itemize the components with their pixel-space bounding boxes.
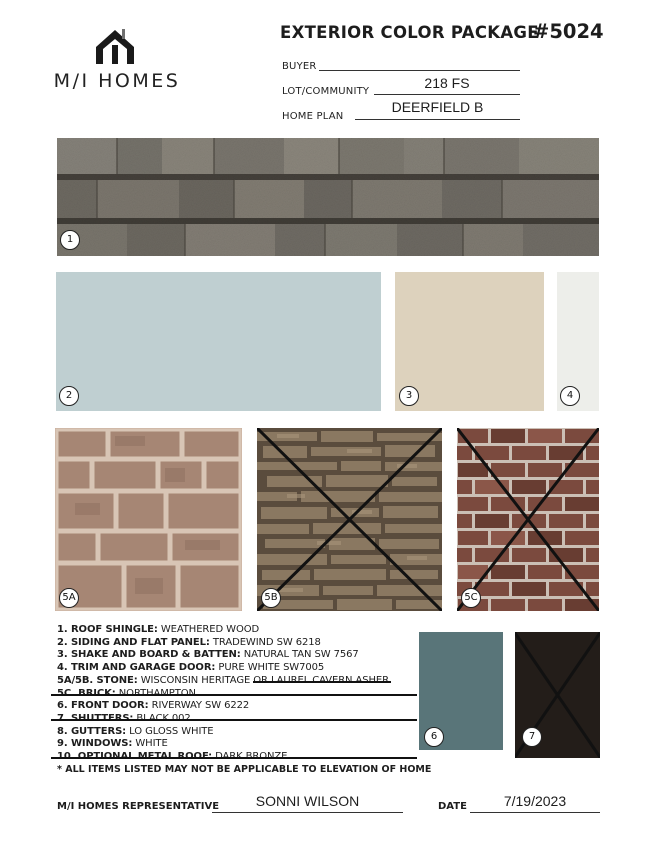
crossed-out-mark — [257, 428, 442, 611]
representative-label: M/I HOMES REPRESENTATIVE — [57, 801, 220, 812]
swatch-number-badge: 5A — [59, 588, 79, 608]
legend-item: 3. SHAKE AND BOARD & BATTEN: NATURAL TAN SW 7567 — [57, 649, 359, 661]
swatch-number-badge: 3 — [399, 386, 419, 406]
representative-line — [212, 812, 403, 813]
legend-item-struck: 10. OPTIONAL METAL ROOF: DARK BRONZE — [57, 751, 417, 764]
legend-item: 4. TRIM AND GARAGE DOOR: PURE WHITE SW7005 — [57, 662, 325, 674]
color-legend-list — [57, 624, 417, 764]
swatch-number-badge: 5B — [261, 588, 281, 608]
shake-color-swatch — [395, 272, 544, 411]
brick-5c-swatch — [457, 428, 599, 611]
package-number: #5024 — [533, 20, 604, 43]
disclaimer-text: * ALL ITEMS LISTED MAY NOT BE APPLICABLE TO ELEVATION OF HOME — [57, 764, 432, 775]
lot-community-line — [374, 94, 520, 95]
stone-5a-swatch — [55, 428, 242, 611]
buyer-label: BUYER — [282, 61, 317, 72]
home-plan-label: HOME PLAN — [282, 111, 344, 122]
legend-item: 8. GUTTERS: LO GLOSS WHITE — [57, 725, 214, 737]
legend-item: 2. SIDING AND FLAT PANEL: TRADEWIND SW 6218 — [57, 636, 321, 648]
swatch-number-badge: 6 — [424, 727, 444, 747]
legend-item: 9. WINDOWS: WHITE — [57, 738, 168, 750]
company-logo-text: M/I HOMES — [53, 70, 181, 92]
front-door-color-swatch — [419, 632, 503, 750]
swatch-number-badge: 4 — [560, 386, 580, 406]
crossed-out-mark — [457, 428, 599, 611]
date-label: DATE — [438, 801, 467, 812]
shutters-color-swatch — [515, 632, 600, 758]
legend-item-struck: 5C. BRICK: NORTHAMPTON — [57, 688, 417, 701]
date-value: 7/19/2023 — [503, 793, 567, 809]
legend-item: 6. FRONT DOOR: RIVERWAY SW 6222 — [57, 700, 250, 712]
m-i-homes-logo-icon — [94, 27, 136, 65]
date-line — [470, 812, 600, 813]
legend-item-struck: 7. SHUTTERS: BLACK 002 — [57, 713, 417, 726]
struck-alternative: OR LAUREL CAVERN ASHER — [253, 674, 389, 686]
stone-5b-swatch — [257, 428, 442, 611]
trim-color-swatch — [557, 272, 599, 411]
swatch-number-badge: 2 — [59, 386, 79, 406]
home-plan-line — [355, 119, 520, 120]
buyer-line — [319, 70, 520, 71]
document-title: EXTERIOR COLOR PACKAGE — [280, 23, 539, 42]
lot-community-value: 218 FS — [424, 75, 470, 91]
legend-item: 5A/5B. STONE: WISCONSIN HERITAGE OR LAUREL CAVERN ASHER — [57, 674, 389, 686]
representative-value: SONNI WILSON — [255, 793, 360, 809]
swatch-number-badge: 5C — [461, 588, 481, 608]
siding-color-swatch — [56, 272, 381, 411]
lot-community-label: LOT/COMMUNITY — [282, 86, 370, 97]
roof-shingle-swatch — [57, 138, 599, 256]
home-plan-value: DEERFIELD B — [391, 99, 484, 115]
legend-item: 1. ROOF SHINGLE: WEATHERED WOOD — [57, 624, 260, 635]
swatch-number-badge: 7 — [522, 727, 542, 747]
swatch-number-badge: 1 — [60, 230, 80, 250]
